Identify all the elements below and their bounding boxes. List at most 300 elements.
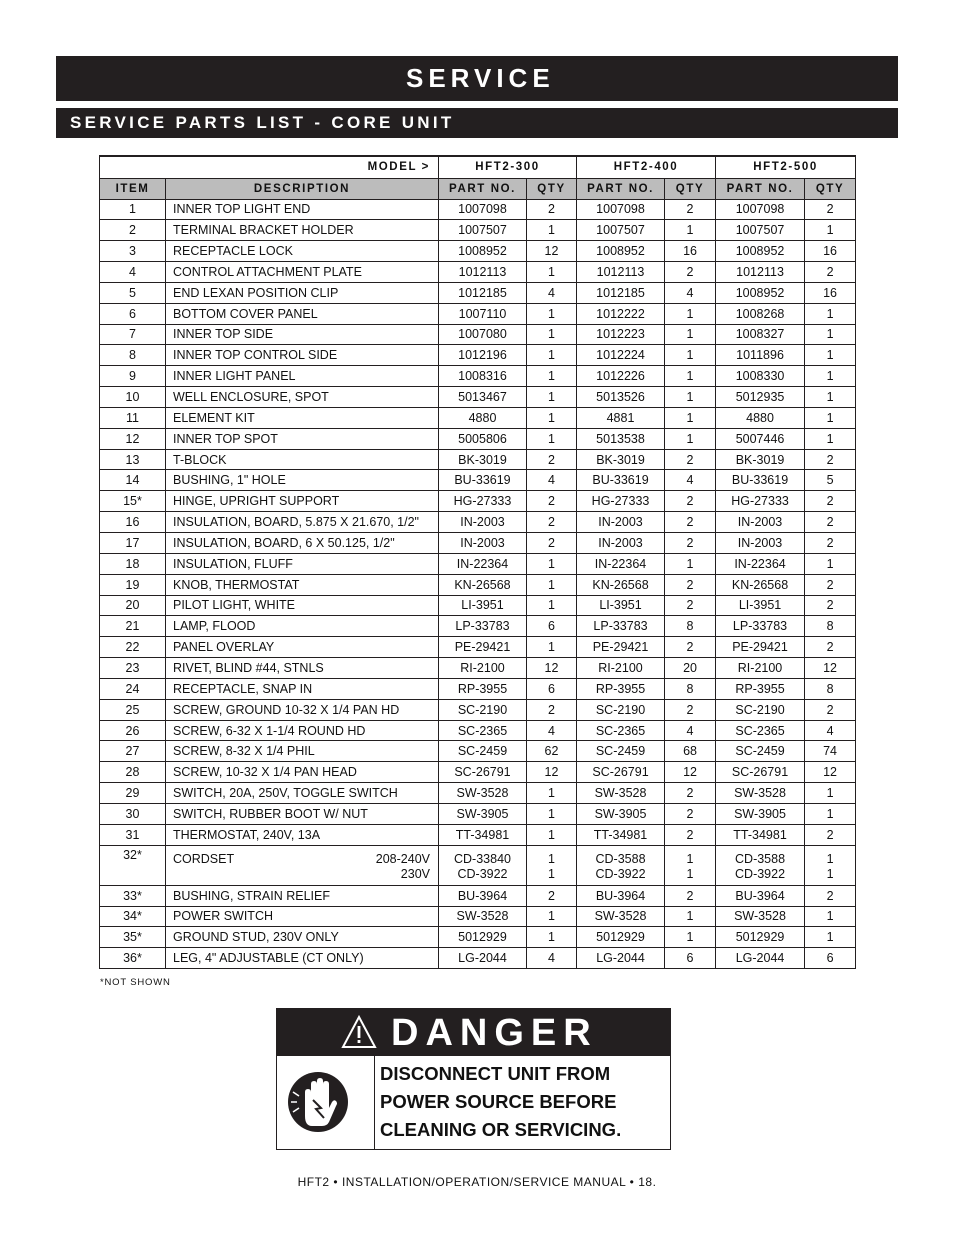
part-no-500: 1008952 — [716, 241, 805, 262]
section-banner — [56, 108, 898, 138]
table-row — [100, 803, 856, 824]
part-no-400: 1012226 — [577, 366, 665, 387]
qty-400: 2 — [665, 803, 716, 824]
item-cell: 5 — [100, 282, 166, 303]
part-no-400: LI-3951 — [577, 595, 665, 616]
qty-500: 16 — [805, 241, 856, 262]
part-no-400: SW-3905 — [577, 803, 665, 824]
part-no-500: 1008268 — [716, 303, 805, 324]
part-no-400: SC-26791 — [577, 762, 665, 783]
qty-300: 2 — [527, 199, 577, 220]
part-no-300: 1008952 — [439, 241, 527, 262]
part-no-500-stack — [720, 848, 800, 882]
qty-300: 1 — [527, 637, 577, 658]
qty-300: 1 — [527, 262, 577, 283]
part-no-300 — [439, 845, 527, 885]
qty-300: 2 — [527, 885, 577, 906]
part-no-300: BU-33619 — [439, 470, 527, 491]
danger-line-3: CLEANING OR SERVICING. — [380, 1119, 622, 1140]
table-row — [100, 616, 856, 637]
part-no-400: 5013538 — [577, 428, 665, 449]
qty-300: 1 — [527, 387, 577, 408]
qty-300: 12 — [527, 241, 577, 262]
part-no-300: SW-3905 — [439, 803, 527, 824]
part-no-400: BU-33619 — [577, 470, 665, 491]
part-no-500: SC-2190 — [716, 699, 805, 720]
danger-label — [276, 1008, 671, 1150]
item-cell: 33* — [100, 885, 166, 906]
part-no-300: SC-26791 — [439, 762, 527, 783]
danger-icon-cell — [277, 1056, 375, 1149]
qty-300: 1 — [527, 324, 577, 345]
col-part-no-300: PART NO. — [439, 178, 527, 199]
description-cell: PANEL OVERLAY — [166, 637, 439, 658]
description-cell: RIVET, BLIND #44, STNLS — [166, 658, 439, 679]
qty-300: 4 — [527, 282, 577, 303]
table-row — [100, 282, 856, 303]
description-cell: INSULATION, BOARD, 6 X 50.125, 1/2" — [166, 533, 439, 554]
qty-300: 4 — [527, 470, 577, 491]
table-row — [100, 324, 856, 345]
part-no-300: 5013467 — [439, 387, 527, 408]
qty-300: 2 — [527, 491, 577, 512]
qty-300: 1 — [527, 824, 577, 845]
cordset-wrap — [173, 848, 434, 884]
part-no-500: SW-3528 — [716, 783, 805, 804]
description-cell: INNER LIGHT PANEL — [166, 366, 439, 387]
table-row — [100, 262, 856, 283]
qty-500: 2 — [805, 491, 856, 512]
part-no-400: BK-3019 — [577, 449, 665, 470]
danger-header — [277, 1009, 670, 1056]
part-no-500: SW-3528 — [716, 906, 805, 927]
part-no-400: RI-2100 — [577, 658, 665, 679]
part-no-300: 1007098 — [439, 199, 527, 220]
item-cell: 18 — [100, 553, 166, 574]
table-row — [100, 512, 856, 533]
part-no-500: HG-27333 — [716, 491, 805, 512]
part-no-400: SW-3528 — [577, 783, 665, 804]
description-cell: SCREW, 8-32 X 1/4 PHIL — [166, 741, 439, 762]
table-row-cordset — [100, 845, 856, 885]
item-cell — [100, 845, 166, 885]
qty-500: 2 — [805, 885, 856, 906]
part-no-400: HG-27333 — [577, 491, 665, 512]
item-cell: 35* — [100, 927, 166, 948]
col-part-no-400: PART NO. — [577, 178, 665, 199]
col-item: ITEM — [100, 178, 166, 199]
part-no-500: IN-2003 — [716, 512, 805, 533]
description-cell: BUSHING, STRAIN RELIEF — [166, 885, 439, 906]
col-description: DESCRIPTION — [166, 178, 439, 199]
part-no-500: IN-22364 — [716, 553, 805, 574]
model-hft2-400: HFT2-400 — [577, 156, 716, 178]
table-row — [100, 720, 856, 741]
qty-300: 1 — [527, 220, 577, 241]
page-title: SERVICE — [406, 63, 555, 93]
table-row — [100, 491, 856, 512]
part-no-500: 1008327 — [716, 324, 805, 345]
part-no-300-line-2: CD-3922 — [457, 866, 508, 881]
part-no-500 — [716, 845, 805, 885]
table-row — [100, 699, 856, 720]
description-cell: SWITCH, RUBBER BOOT W/ NUT — [166, 803, 439, 824]
warning-triangle-icon — [341, 1015, 377, 1049]
part-no-500: 5012935 — [716, 387, 805, 408]
qty-500: 16 — [805, 282, 856, 303]
item-cell: 25 — [100, 699, 166, 720]
col-part-no-500: PART NO. — [716, 178, 805, 199]
danger-message — [380, 1060, 665, 1144]
description-cell: SWITCH, 20A, 250V, TOGGLE SWITCH — [166, 783, 439, 804]
qty-300: 1 — [527, 803, 577, 824]
part-no-500: TT-34981 — [716, 824, 805, 845]
item-cell: 14 — [100, 470, 166, 491]
qty-300-line-1: 1 — [548, 851, 555, 866]
part-no-400: 1012185 — [577, 282, 665, 303]
item-cell: 30 — [100, 803, 166, 824]
item-cell: 10 — [100, 387, 166, 408]
qty-400: 2 — [665, 262, 716, 283]
part-no-300: IN-22364 — [439, 553, 527, 574]
qty-400: 20 — [665, 658, 716, 679]
part-no-300: TT-34981 — [439, 824, 527, 845]
qty-400: 2 — [665, 199, 716, 220]
part-no-500: 1008952 — [716, 282, 805, 303]
qty-300 — [527, 845, 577, 885]
qty-300: 2 — [527, 699, 577, 720]
table-row — [100, 345, 856, 366]
qty-300: 1 — [527, 303, 577, 324]
qty-300: 1 — [527, 574, 577, 595]
item-cell: 19 — [100, 574, 166, 595]
description-cell: INNER TOP SPOT — [166, 428, 439, 449]
qty-400: 8 — [665, 616, 716, 637]
danger-word: DANGER — [391, 1012, 598, 1054]
qty-500: 1 — [805, 407, 856, 428]
part-no-500: LP-33783 — [716, 616, 805, 637]
item-cell: 31 — [100, 824, 166, 845]
qty-300-line-2: 1 — [548, 866, 555, 881]
table-row — [100, 241, 856, 262]
qty-300: 4 — [527, 720, 577, 741]
qty-500: 1 — [805, 220, 856, 241]
part-no-500: 5012929 — [716, 927, 805, 948]
part-no-400: 1012223 — [577, 324, 665, 345]
qty-300: 6 — [527, 678, 577, 699]
danger-line-2: POWER SOURCE BEFORE — [380, 1091, 617, 1112]
qty-400: 2 — [665, 885, 716, 906]
description-cell: RECEPTACLE LOCK — [166, 241, 439, 262]
part-no-400-stack — [581, 848, 660, 882]
description-cell: ELEMENT KIT — [166, 407, 439, 428]
qty-400: 2 — [665, 512, 716, 533]
qty-300: 2 — [527, 533, 577, 554]
part-no-300: SC-2459 — [439, 741, 527, 762]
item-cell: 3 — [100, 241, 166, 262]
item-cell: 6 — [100, 303, 166, 324]
description-cell: SCREW, GROUND 10-32 X 1/4 PAN HD — [166, 699, 439, 720]
part-no-500: LI-3951 — [716, 595, 805, 616]
item-cell: 9 — [100, 366, 166, 387]
qty-300: 1 — [527, 906, 577, 927]
col-qty-400: QTY — [665, 178, 716, 199]
part-no-300: 1012185 — [439, 282, 527, 303]
qty-400: 1 — [665, 553, 716, 574]
table-row — [100, 762, 856, 783]
part-no-300-stack — [443, 848, 522, 882]
qty-400-line-2: 1 — [686, 866, 694, 881]
qty-400: 1 — [665, 906, 716, 927]
part-no-400: 1012224 — [577, 345, 665, 366]
part-no-300: 1007507 — [439, 220, 527, 241]
danger-line-1: DISCONNECT UNIT FROM — [380, 1063, 611, 1084]
description-cell: HINGE, UPRIGHT SUPPORT — [166, 491, 439, 512]
part-no-500-line-2: CD-3922 — [735, 866, 786, 881]
qty-500: 1 — [805, 428, 856, 449]
qty-500: 2 — [805, 637, 856, 658]
qty-300: 6 — [527, 616, 577, 637]
qty-500: 2 — [805, 699, 856, 720]
qty-500-line-2: 1 — [826, 866, 834, 881]
footnote: *NOT SHOWN — [100, 977, 171, 988]
part-no-300: IN-2003 — [439, 512, 527, 533]
qty-400: 2 — [665, 699, 716, 720]
part-no-400: RP-3955 — [577, 678, 665, 699]
service-banner — [56, 56, 898, 101]
section-title: SERVICE PARTS LIST - CORE UNIT — [70, 113, 455, 132]
part-no-500: SC-2459 — [716, 741, 805, 762]
description-cell: KNOB, THERMOSTAT — [166, 574, 439, 595]
description-cell: THERMOSTAT, 240V, 13A — [166, 824, 439, 845]
table-row — [100, 470, 856, 491]
description-cell: GROUND STUD, 230V ONLY — [166, 927, 439, 948]
qty-400: 1 — [665, 324, 716, 345]
part-no-500: 1011896 — [716, 345, 805, 366]
part-no-400 — [577, 845, 665, 885]
qty-500: 8 — [805, 616, 856, 637]
description-cell: LEG, 4" ADJUSTABLE (CT ONLY) — [166, 948, 439, 969]
qty-500 — [805, 845, 856, 885]
qty-400: 8 — [665, 678, 716, 699]
part-no-400: SC-2365 — [577, 720, 665, 741]
parts-table — [99, 155, 856, 969]
qty-300: 12 — [527, 658, 577, 679]
qty-400: 16 — [665, 241, 716, 262]
part-no-400: SW-3528 — [577, 906, 665, 927]
part-no-300: 4880 — [439, 407, 527, 428]
qty-500: 12 — [805, 762, 856, 783]
description-cell: END LEXAN POSITION CLIP — [166, 282, 439, 303]
description-cell: BUSHING, 1" HOLE — [166, 470, 439, 491]
part-no-300: HG-27333 — [439, 491, 527, 512]
qty-400: 6 — [665, 948, 716, 969]
part-no-400: PE-29421 — [577, 637, 665, 658]
part-no-500: BU-3964 — [716, 885, 805, 906]
qty-300: 1 — [527, 366, 577, 387]
table-row — [100, 658, 856, 679]
part-no-500-line-1: CD-3588 — [735, 851, 786, 866]
description-cell: BOTTOM COVER PANEL — [166, 303, 439, 324]
table-row — [100, 303, 856, 324]
item-cell: 28 — [100, 762, 166, 783]
part-no-300: RP-3955 — [439, 678, 527, 699]
qty-300: 2 — [527, 449, 577, 470]
part-no-500: IN-2003 — [716, 533, 805, 554]
item-cell: 29 — [100, 783, 166, 804]
qty-500: 2 — [805, 262, 856, 283]
part-no-300: 1012113 — [439, 262, 527, 283]
item-cell: 21 — [100, 616, 166, 637]
part-no-500: BU-33619 — [716, 470, 805, 491]
part-no-300: SW-3528 — [439, 906, 527, 927]
part-no-400: KN-26568 — [577, 574, 665, 595]
part-no-400: LG-2044 — [577, 948, 665, 969]
item-cell: 24 — [100, 678, 166, 699]
part-no-400: 1012113 — [577, 262, 665, 283]
part-no-500: BK-3019 — [716, 449, 805, 470]
qty-500: 1 — [805, 927, 856, 948]
qty-500-line-1: 1 — [826, 851, 834, 866]
part-no-400: TT-34981 — [577, 824, 665, 845]
table-row — [100, 824, 856, 845]
description-cell: INNER TOP CONTROL SIDE — [166, 345, 439, 366]
part-no-300: 1012196 — [439, 345, 527, 366]
qty-500-stack — [809, 848, 851, 882]
part-no-400: 5013526 — [577, 387, 665, 408]
table-row — [100, 533, 856, 554]
table-row — [100, 449, 856, 470]
qty-400: 2 — [665, 595, 716, 616]
qty-300: 1 — [527, 595, 577, 616]
qty-400 — [665, 845, 716, 885]
part-no-300: BK-3019 — [439, 449, 527, 470]
cordset-voltage-1: 208-240V — [375, 851, 430, 866]
qty-500: 1 — [805, 553, 856, 574]
item-cell: 7 — [100, 324, 166, 345]
item-cell: 16 — [100, 512, 166, 533]
part-no-500: RP-3955 — [716, 678, 805, 699]
qty-400: 1 — [665, 345, 716, 366]
qty-400: 2 — [665, 491, 716, 512]
model-label: MODEL > — [100, 156, 439, 178]
description-cell: RECEPTACLE, SNAP IN — [166, 678, 439, 699]
col-qty-300: QTY — [527, 178, 577, 199]
qty-500: 1 — [805, 366, 856, 387]
part-no-400: 1012222 — [577, 303, 665, 324]
description-cell: INSULATION, BOARD, 5.875 X 21.670, 1/2" — [166, 512, 439, 533]
qty-500: 2 — [805, 824, 856, 845]
table-row — [100, 407, 856, 428]
part-no-400: IN-2003 — [577, 533, 665, 554]
item-cell: 11 — [100, 407, 166, 428]
part-no-400: LP-33783 — [577, 616, 665, 637]
table-row — [100, 387, 856, 408]
qty-400: 4 — [665, 282, 716, 303]
table-row — [100, 553, 856, 574]
qty-400-stack — [669, 848, 711, 882]
hand-shock-icon — [283, 1070, 369, 1134]
qty-300: 1 — [527, 927, 577, 948]
qty-400: 2 — [665, 783, 716, 804]
qty-400: 1 — [665, 927, 716, 948]
description-cell: T-BLOCK — [166, 449, 439, 470]
item-cell: 22 — [100, 637, 166, 658]
part-no-400: SC-2190 — [577, 699, 665, 720]
part-no-300: PE-29421 — [439, 637, 527, 658]
table-row — [100, 199, 856, 220]
part-no-400-line-1: CD-3588 — [595, 851, 646, 866]
part-no-500: 4880 — [716, 407, 805, 428]
table-row — [100, 428, 856, 449]
qty-500: 1 — [805, 345, 856, 366]
part-no-400: BU-3964 — [577, 885, 665, 906]
qty-500: 2 — [805, 533, 856, 554]
description-cell: POWER SWITCH — [166, 906, 439, 927]
table-row — [100, 741, 856, 762]
item-cell: 2 — [100, 220, 166, 241]
qty-500: 1 — [805, 783, 856, 804]
item-cell: 26 — [100, 720, 166, 741]
item-cell: 15* — [100, 491, 166, 512]
description-cell: INNER TOP LIGHT END — [166, 199, 439, 220]
description-cell: PILOT LIGHT, WHITE — [166, 595, 439, 616]
description-cell: TERMINAL BRACKET HOLDER — [166, 220, 439, 241]
description-cell: SCREW, 6-32 X 1-1/4 ROUND HD — [166, 720, 439, 741]
part-no-500: 1008330 — [716, 366, 805, 387]
part-no-500: SC-2365 — [716, 720, 805, 741]
qty-300: 62 — [527, 741, 577, 762]
description-cell: CONTROL ATTACHMENT PLATE — [166, 262, 439, 283]
model-hft2-300: HFT2-300 — [439, 156, 577, 178]
part-no-300: SC-2190 — [439, 699, 527, 720]
item-value: 32* — [123, 847, 142, 862]
qty-300: 1 — [527, 553, 577, 574]
part-no-300: 5005806 — [439, 428, 527, 449]
table-row — [100, 366, 856, 387]
qty-400: 2 — [665, 574, 716, 595]
item-cell: 1 — [100, 199, 166, 220]
qty-400: 68 — [665, 741, 716, 762]
item-cell: 36* — [100, 948, 166, 969]
part-no-500: SC-26791 — [716, 762, 805, 783]
qty-400: 4 — [665, 720, 716, 741]
description-cell: SCREW, 10-32 X 1/4 PAN HEAD — [166, 762, 439, 783]
part-no-300: LP-33783 — [439, 616, 527, 637]
table-row — [100, 637, 856, 658]
part-no-300: KN-26568 — [439, 574, 527, 595]
part-no-300: 1008316 — [439, 366, 527, 387]
qty-300: 1 — [527, 407, 577, 428]
qty-300: 4 — [527, 948, 577, 969]
part-no-400: 5012929 — [577, 927, 665, 948]
qty-300: 12 — [527, 762, 577, 783]
qty-500: 74 — [805, 741, 856, 762]
qty-400: 1 — [665, 303, 716, 324]
part-no-400: 1007507 — [577, 220, 665, 241]
part-no-300: RI-2100 — [439, 658, 527, 679]
part-no-500: RI-2100 — [716, 658, 805, 679]
table-row — [100, 885, 856, 906]
item-cell: 8 — [100, 345, 166, 366]
column-header-row — [100, 178, 856, 199]
description-cell: WELL ENCLOSURE, SPOT — [166, 387, 439, 408]
item-cell: 17 — [100, 533, 166, 554]
part-no-300-line-1: CD-33840 — [454, 851, 511, 866]
part-no-400: 4881 — [577, 407, 665, 428]
page-footer: HFT2 • INSTALLATION/OPERATION/SERVICE MANUAL • 18. — [297, 1175, 657, 1189]
qty-400-line-1: 1 — [686, 851, 694, 866]
